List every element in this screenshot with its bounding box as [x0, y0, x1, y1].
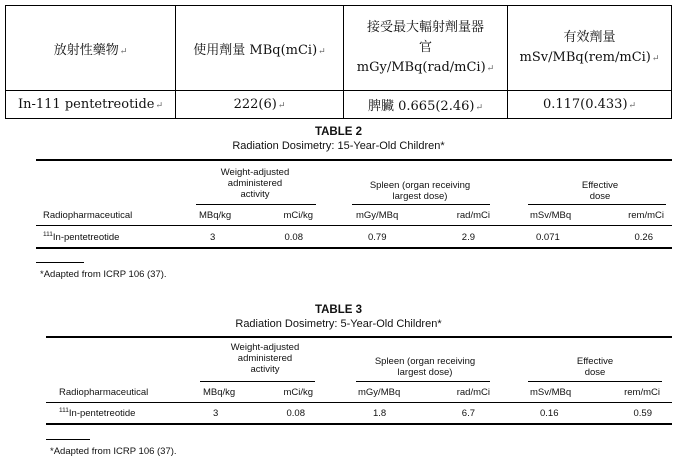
table2-col-msv: mSv/MBq	[530, 210, 572, 221]
table2-row-name	[43, 232, 119, 243]
table2-group-weight-line1: Weight-adjusted	[220, 167, 290, 178]
row-organ: 脾臟 0.665(2.46)	[368, 99, 475, 114]
table2-row-rem: 0.26	[634, 232, 653, 243]
row-dose-cell	[176, 91, 344, 119]
header-effective-line2: mSv/MBq(rem/mCi)	[519, 49, 651, 65]
table2-row-rad: 2.9	[461, 232, 475, 243]
header-organ-cell	[344, 6, 508, 91]
table2-row-mcikg: 0.08	[284, 232, 303, 243]
table3-col-mcikg: mCi/kg	[283, 387, 313, 398]
top-dosimetry-table	[5, 5, 672, 119]
table3-group-spleen-line1: Spleen (organ receiving	[374, 356, 476, 367]
table2-header-rule	[36, 225, 672, 226]
return-mark-icon: ↵	[155, 101, 164, 111]
table2-group-effective	[560, 180, 640, 202]
header-drug: 放射性藥物	[53, 42, 119, 58]
top-table-data-row	[6, 91, 672, 119]
table3-row-msv: 0.16	[540, 408, 559, 419]
table2-row-msv: 0.071	[536, 232, 560, 243]
table3-top-rule	[46, 336, 672, 338]
header-dose-cell	[176, 6, 344, 91]
table3-group-effective	[555, 356, 635, 378]
table2-title: TABLE 2	[314, 126, 363, 138]
table3-group-effective-line1: Effective	[576, 356, 614, 367]
table2-group-weight-line3: activity	[240, 189, 270, 200]
header-organ-line1: 接受最大輻射劑量器	[366, 19, 484, 35]
table3-col-rem: rem/mCi	[624, 387, 660, 398]
table2-group-weight-line2: administered	[227, 178, 283, 189]
table3-group-effective-line2: dose	[584, 367, 606, 378]
table2-effective-underline	[528, 204, 666, 205]
table3-row-name	[59, 408, 135, 419]
table3-row-name-text: In-pentetreotide	[68, 408, 136, 419]
table3-row-rem: 0.59	[633, 408, 652, 419]
header-effective-line1: 有效劑量	[563, 29, 616, 45]
header-drug-cell	[6, 6, 176, 91]
row-effective-cell	[508, 91, 672, 119]
table2-col-rad: rad/mCi	[456, 210, 490, 221]
table3-footnote-rule	[46, 439, 90, 440]
table3-col-mgy: mGy/MBq	[358, 387, 401, 398]
return-mark-icon: ↵	[651, 53, 660, 64]
table2-spleen-underline	[352, 204, 490, 205]
table3-weight-underline	[200, 381, 315, 382]
top-table-header-row	[6, 6, 672, 91]
table2-footnote: *Adapted from ICRP 106 (37).	[40, 269, 167, 280]
header-dose: 使用劑量 MBq(mCi)	[193, 42, 318, 58]
table3-col-msv: mSv/MBq	[530, 387, 572, 398]
table2-col-mgy: mGy/MBq	[356, 210, 399, 221]
table3-group-spleen-line2: largest dose)	[397, 367, 453, 378]
header-effective-cell	[508, 6, 672, 91]
table2-group-spleen-line2: largest dose)	[392, 191, 448, 202]
table3-row-rad: 6.7	[461, 408, 475, 419]
table3-footnote: *Adapted from ICRP 106 (37).	[50, 446, 177, 457]
table2-col-radiopharmaceutical: Radiopharmaceutical	[43, 210, 133, 221]
row-drug-cell	[6, 91, 176, 119]
table2-subtitle: Radiation Dosimetry: 15-Year-Old Children*	[232, 140, 445, 152]
table3-row-sup: 111	[59, 406, 69, 414]
return-mark-icon: ↵	[119, 46, 128, 57]
row-effective: 0.117(0.433)	[542, 97, 628, 112]
return-mark-icon: ↵	[486, 63, 495, 74]
table3-group-weight-line3: activity	[250, 364, 280, 375]
table3-group-weight-line1: Weight-adjusted	[230, 342, 300, 353]
table2-group-spleen-line1: Spleen (organ receiving	[369, 180, 471, 191]
table2-group-effective-line1: Effective	[581, 180, 619, 191]
return-mark-icon: ↵	[475, 103, 483, 113]
table3-col-radiopharmaceutical: Radiopharmaceutical	[59, 387, 149, 398]
table2-col-mcikg: mCi/kg	[283, 210, 313, 221]
table2-row-mgy: 0.79	[368, 232, 387, 243]
table2-group-spleen	[350, 180, 490, 202]
table2-group-effective-line2: dose	[589, 191, 611, 202]
table3-row-mcikg: 0.08	[286, 408, 305, 419]
table3-spleen-underline	[356, 381, 490, 382]
table3-group-weight-line2: administered	[237, 353, 293, 364]
table2-weight-underline	[196, 204, 316, 205]
header-organ-line3: mGy/MBq(rad/mCi)	[356, 59, 486, 75]
row-dose: 222(6)	[233, 97, 277, 112]
table2-group-weight	[205, 167, 305, 200]
table3-group-weight	[215, 342, 315, 375]
row-drug: In-111 pentetreotide	[17, 97, 155, 112]
header-organ-line2: 官	[418, 39, 432, 55]
table3-col-mbqkg: MBq/kg	[203, 387, 236, 398]
table2-top-rule	[36, 159, 672, 161]
table3-col-rad: rad/mCi	[456, 387, 490, 398]
table3-effective-underline	[528, 381, 662, 382]
table2-row-name-text: In-pentetreotide	[52, 232, 120, 243]
table3-subtitle: Radiation Dosimetry: 5-Year-Old Children*	[235, 318, 442, 330]
table3-group-spleen	[355, 356, 495, 378]
table2-bottom-rule	[36, 247, 672, 249]
row-organ-cell	[344, 91, 508, 119]
table2-footnote-rule	[36, 262, 84, 263]
table2-row-sup: 111	[43, 230, 53, 238]
table3-title: TABLE 3	[314, 304, 363, 316]
table2-row-mbqkg: 3	[210, 232, 216, 243]
return-mark-icon: ↵	[628, 101, 637, 111]
table2-col-mbqkg: MBq/kg	[199, 210, 232, 221]
table3-bottom-rule	[46, 423, 672, 425]
table3-row-mgy: 1.8	[373, 408, 387, 419]
return-mark-icon: ↵	[318, 46, 326, 57]
table3-row-mbqkg: 3	[213, 408, 219, 419]
return-mark-icon: ↵	[277, 101, 286, 111]
table2-col-rem: rem/mCi	[628, 210, 664, 221]
table3-header-rule	[46, 402, 672, 403]
